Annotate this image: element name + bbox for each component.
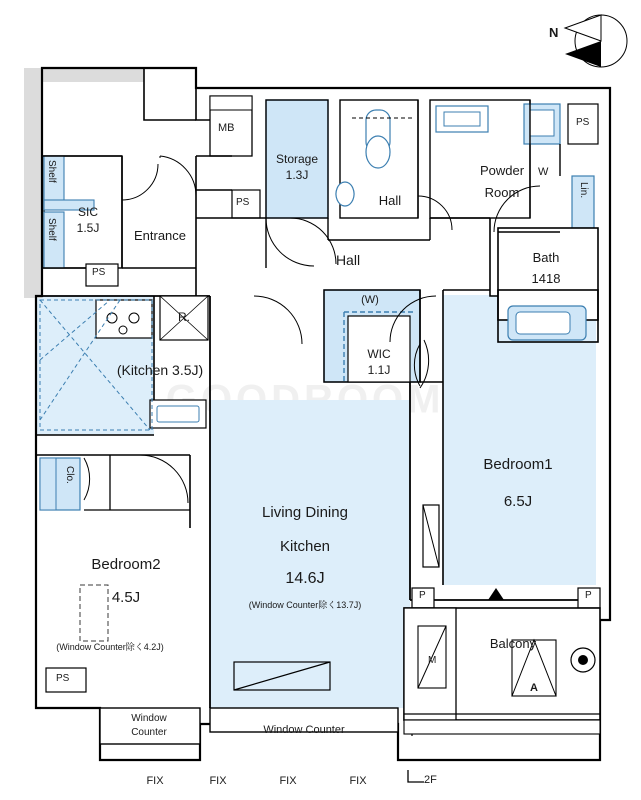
label-balcony: Balcony — [489, 636, 537, 651]
label-wic: WIC — [367, 347, 391, 361]
label-window-counter-left2: Counter — [131, 727, 167, 738]
label-m-mark: M — [428, 655, 437, 666]
label-ldk-area: 14.6J — [285, 570, 325, 587]
label-bedroom2-note: (Window Counter除く4.2J) — [56, 642, 164, 652]
label-ps-entrance: PS — [92, 267, 106, 278]
label-ldk-line1: Living Dining — [262, 504, 348, 521]
label-toilet: Hall — [378, 193, 402, 208]
label-floor-2f: 2F — [424, 774, 437, 786]
compass-north-label: N — [549, 25, 559, 40]
label-ps-powder: PS — [576, 117, 590, 128]
label-entrance: Entrance — [133, 228, 187, 243]
label-wic-area: 1.1J — [367, 363, 391, 377]
label-w-paren: (W) — [361, 294, 379, 306]
label-ps-bedroom2: PS — [56, 673, 70, 684]
label-washer: W — [538, 166, 549, 178]
label-ps-hall: PS — [236, 197, 250, 208]
label-shelf-top: Shelf — [46, 160, 57, 183]
label-bath: Bath — [532, 250, 560, 265]
label-kitchen: (Kitchen 3.5J) — [116, 362, 204, 378]
label-ldk-line2: Kitchen — [279, 538, 331, 555]
label-storage: Storage — [275, 152, 319, 166]
label-storage-area: 1.3J — [285, 168, 309, 182]
label-powder-room: Powder — [479, 163, 525, 178]
label-a-mark: A — [530, 682, 538, 694]
label-window-counter-left: Window — [131, 713, 167, 724]
label-bath-size: 1418 — [531, 271, 561, 286]
label-fix-4: FIX — [349, 775, 367, 787]
label-ps-balcony-left: P — [419, 590, 426, 601]
label-bedroom2-area: 4.5J — [111, 589, 141, 606]
label-clo: Clo. — [64, 466, 75, 484]
label-bedroom2: Bedroom2 — [91, 556, 161, 573]
label-window-counter-main: Window Counter — [263, 724, 345, 736]
label-hall: Hall — [335, 252, 361, 268]
label-fix-2: FIX — [209, 775, 227, 787]
label-ldk-note: (Window Counter除く13.7J) — [248, 600, 362, 610]
label-mb: MB — [218, 122, 235, 134]
label-bedroom1-area: 6.5J — [503, 493, 533, 510]
label-ps-balcony-right: P — [585, 590, 592, 601]
label-lin: Lin. — [578, 182, 589, 199]
label-powder-room-2: Room — [484, 185, 520, 200]
label-fix-3: FIX — [279, 775, 297, 787]
label-sic-area: 1.5J — [76, 221, 100, 235]
label-sic: SIC — [77, 205, 99, 219]
label-r-fridge: R. — [178, 310, 190, 324]
label-bedroom1: Bedroom1 — [483, 456, 553, 473]
label-fix-1: FIX — [146, 775, 164, 787]
label-shelf-bottom: Shelf — [46, 218, 57, 241]
